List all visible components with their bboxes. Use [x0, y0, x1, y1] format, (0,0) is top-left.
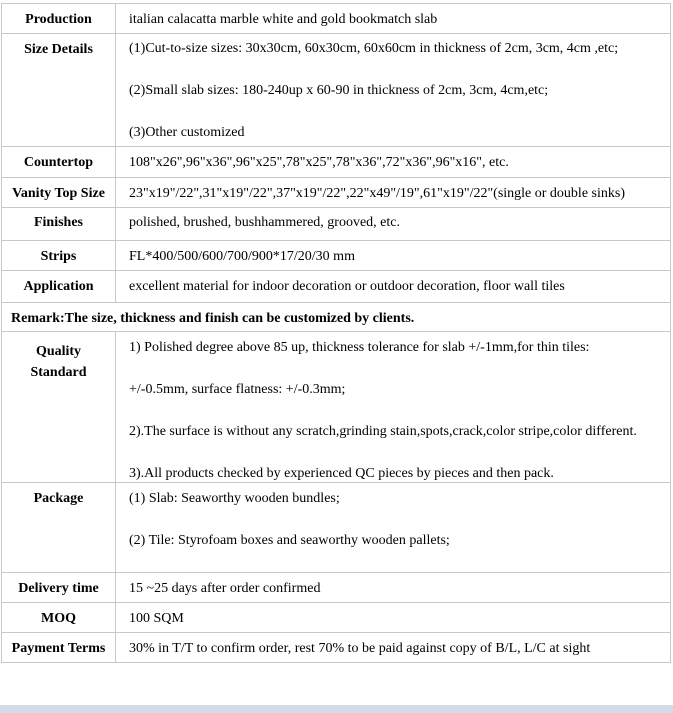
row-quality-standard	[2, 332, 671, 483]
value-package	[116, 483, 671, 573]
quality-line-2: +/-0.5mm, surface flatness: +/-0.3mm;	[129, 382, 346, 397]
row-strips	[2, 241, 671, 271]
label-vanity-top-size: Vanity Top Size	[2, 178, 116, 208]
value-finishes: polished, brushed, bushhammered, grooved, etc.	[116, 208, 671, 241]
size-line-1: (1)Cut-to-size sizes: 30x30cm, 60x30cm, 60x60cm in thickness of 2cm, 3cm, 4cm ,etc;	[129, 41, 619, 56]
value-quality-standard	[116, 332, 671, 483]
quality-line-4: 3).All products checked by experienced QC pieces by pieces and then pack.	[129, 466, 554, 481]
value-countertop: 108"x26",96"x36",96"x25",78"x25",78"x36",72"x36",96"x16", etc.	[116, 147, 671, 178]
value-delivery-time: 15 ~25 days after order confirmed	[116, 573, 671, 603]
size-line-2: (2)Small slab sizes: 180-240up x 60-90 in thickness of 2cm, 3cm, 4cm,etc;	[129, 83, 549, 98]
size-line-3: (3)Other customized	[129, 125, 245, 140]
quality-line-1: 1) Polished degree above 85 up, thickness tolerance for slab +/-1mm,for thin tiles:	[129, 340, 590, 355]
label-payment-terms: Payment Terms	[2, 633, 116, 663]
row-production	[2, 4, 671, 34]
label-package: Package	[2, 483, 116, 573]
row-remark	[2, 303, 671, 332]
row-package	[2, 483, 671, 573]
row-delivery-time	[2, 573, 671, 603]
quality-line-3: 2).The surface is without any scratch,grinding stain,spots,crack,color stripe,color different.	[129, 424, 637, 439]
value-vanity-top-size: 23"x19"/22",31"x19"/22",37"x19"/22",22"x49"/19",61"x19"/22"(single or double sinks)	[116, 178, 671, 208]
bottom-divider-bar	[0, 705, 673, 713]
quality-label-line-2: Standard	[30, 365, 87, 380]
value-production: italian calacatta marble white and gold bookmatch slab	[116, 4, 671, 34]
row-payment-terms	[2, 633, 671, 663]
value-payment-terms: 30% in T/T to confirm order, rest 70% to be paid against copy of B/L, L/C at sight	[116, 633, 671, 663]
row-vanity-top-size	[2, 178, 671, 208]
label-strips: Strips	[2, 241, 116, 271]
row-size-details	[2, 34, 671, 147]
label-application: Application	[2, 271, 116, 303]
label-production: Production	[2, 4, 116, 34]
remark-text: Remark:The size, thickness and finish can be customized by clients.	[2, 303, 671, 332]
label-quality-standard	[2, 332, 116, 483]
package-line-2: (2) Tile: Styrofoam boxes and seaworthy wooden pallets;	[129, 533, 450, 548]
quality-label-line-1: Quality	[35, 344, 82, 359]
row-finishes	[2, 208, 671, 241]
value-moq: 100 SQM	[116, 603, 671, 633]
value-size-details	[116, 34, 671, 147]
label-size-details: Size Details	[2, 34, 116, 147]
label-moq: MOQ	[2, 603, 116, 633]
package-line-1: (1) Slab: Seaworthy wooden bundles;	[129, 491, 340, 506]
row-application	[2, 271, 671, 303]
label-countertop: Countertop	[2, 147, 116, 178]
label-finishes: Finishes	[2, 208, 116, 241]
product-spec-table	[1, 3, 671, 663]
row-countertop	[2, 147, 671, 178]
value-application: excellent material for indoor decoration or outdoor decoration, floor wall tiles	[116, 271, 671, 303]
row-moq	[2, 603, 671, 633]
label-delivery-time: Delivery time	[2, 573, 116, 603]
value-strips: FL*400/500/600/700/900*17/20/30 mm	[116, 241, 671, 271]
